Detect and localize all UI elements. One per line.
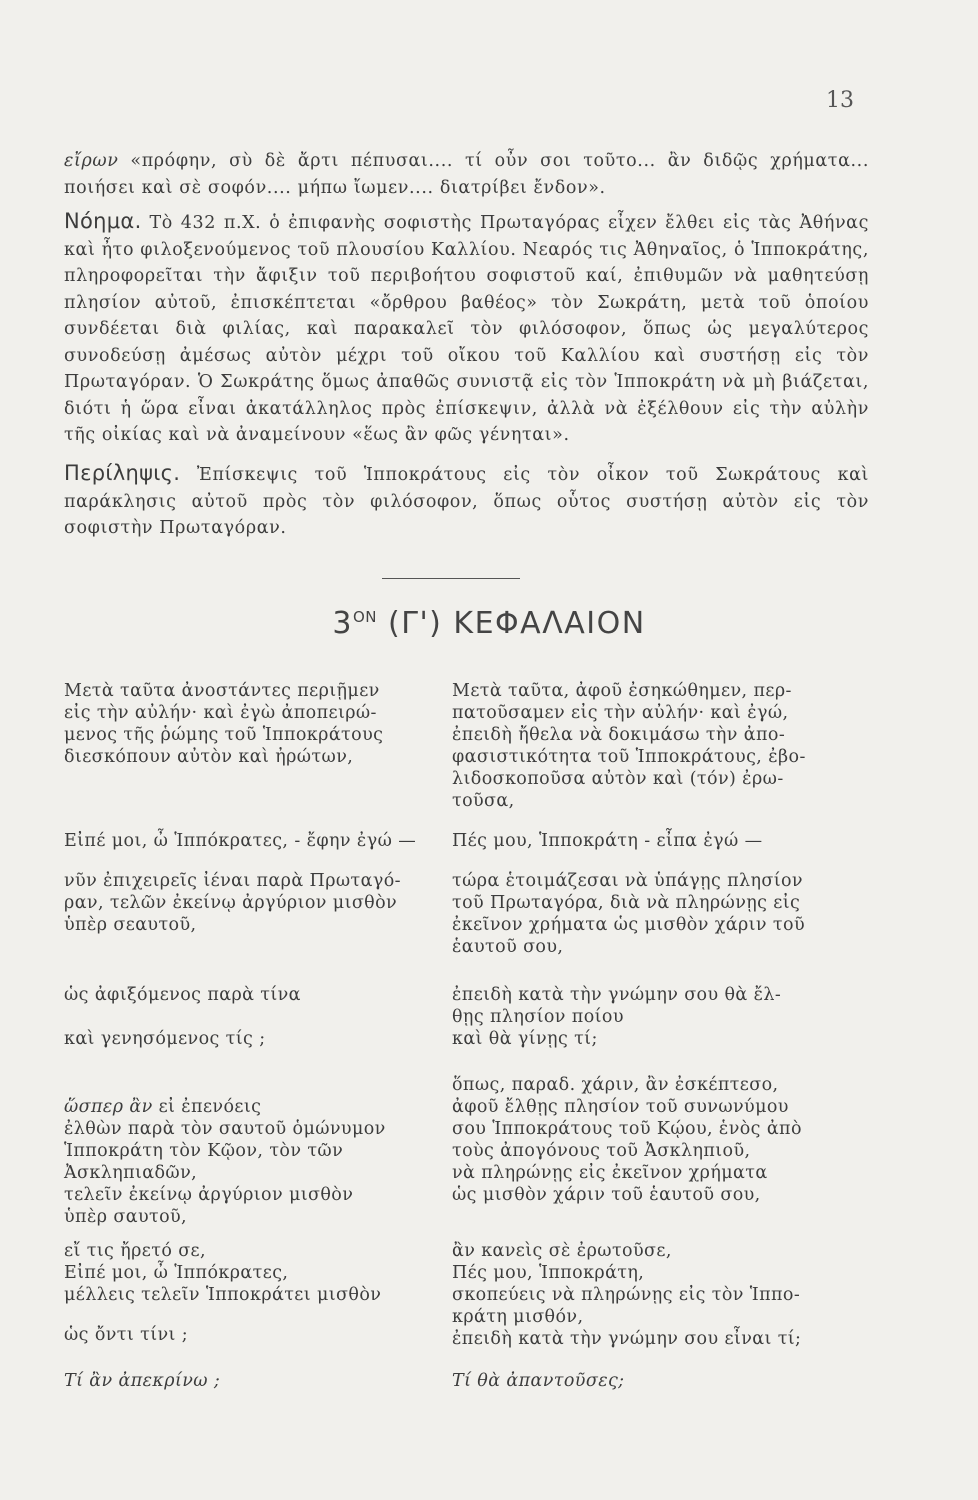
ancient-block: Εἰπέ μοι, ὦ Ἱππόκρατες, - ἔφην ἐγώ — [64,831,417,851]
ancient-block: νῦν ἐπιχειρεῖς ἰέναι παρὰ Πρωταγό- ραν, τελῶν ἐκείνῳ ἀργύριον μισθὸν ὑπὲρ σεαυτοῦ, [64,871,401,935]
translation-block: ἐπειδὴ κατὰ τὴν γνώμην σου θὰ ἔλ- θῃς πλησίον ποίου καὶ θὰ γίνῃς τί; [452,985,782,1049]
ancient-block: Τί ἂν ἀπεκρίνω ; [64,1371,221,1391]
intro-paragraph [64,148,869,201]
perilipsis-paragraph [64,460,869,542]
translation-block: τώρα ἑτοιμάζεσαι νὰ ὑπάγῃς πλησίον τοῦ Πρωταγόρα, διὰ νὰ πληρώνῃς εἰς ἐκεῖνον χρήματα ὡς μισθὸν χάριν τοῦ ἑαυτοῦ σου, [452,871,805,957]
ancient-block: ὡς ἀφιξόμενος παρὰ τίνα [64,985,301,1005]
noima-text: Τὸ 432 π.Χ. ὁ ἐπιφανὴς σοφιστὴς Πρωταγόρας εἶχεν ἔλθει εἰς τὰς Ἀθήνας καὶ ἦτο φιλοξενούμενος τοῦ πλουσίου Καλλίου. Νεαρός τις Ἀθηναῖος, ὁ Ἱπποκράτης, πληροφορεῖται τὴν ἄφιξιν τοῦ περιβοήτου σοφιστοῦ καί, ἐπιθυμῶν νὰ μαθητεύσῃ πλησίον αὐτοῦ, ἐπισκέπτεται «ὄρθρου βαθέος» τὸν Σωκράτη, μετὰ τοῦ ὁποίου συνδέεται διὰ φιλίας, καὶ παρακαλεῖ τὸν φιλόσοφον, ὅπως ὡς μεγαλύτερος συνοδεύσῃ ἀμέσως αὐτὸν μέχρι τοῦ οἴκου τοῦ Καλλίου καὶ συστήσῃ εἰς τὸν Πρωταγόραν. Ὁ Σωκράτης ὅμως ἀπαθῶς συνιστᾷ εἰς τὸν Ἱπποκράτη νὰ μὴ βιάζεται, διότι ἡ ὥρα εἶναι ἀκατάλληλος πρὸς ἐπίσκεψιν, ἀλλὰ νὰ ἐξέλθουν εἰς τὴν αὐλὴν τῆς οἰκίας καὶ νὰ ἀναμείνουν «ἕως ἂν φῶς γένηται». [64,213,869,445]
perilipsis-text: Ἐπίσκεψις τοῦ Ἱπποκράτους εἰς τὸν οἶκον τοῦ Σωκράτους καὶ παράκλησις αὐτοῦ πρὸς τὸν φιλόσοφον, ὅπως οὗτος συστήσῃ αὐτὸν εἰς τὸν σοφιστὴν Πρωταγόραν. [64,465,869,538]
intro-text: «πρόφην, σὺ δὲ ἄρτι πέπυσαι.... τί οὖν σοι τοῦτο... ἂν διδῷς χρήματα... ποιήσει καὶ σὲ σοφόν.... μήπω ἴωμεν.... διατρίβει ἔνδον». [64,151,869,198]
ancient-block: καὶ γενησόμενος τίς ; [64,1029,266,1049]
chapter-number-suffix: ΟΝ [352,608,377,626]
intro-italic-word: εἴρων [64,151,119,171]
chapter-heading [0,606,978,641]
perilipsis-label: Περίληψις. [64,461,181,485]
page-number: 13 [826,88,854,113]
ancient-block: Μετὰ ταῦτα ἀνοστάντες περιῇμεν εἰς τὴν αὐλήν· καὶ ἐγὼ ἀποπειρώ- μενος τῆς ῥώμης τοῦ Ἱπποκράτους διεσκόπουν αὐτὸν καὶ ἠρώτων, [64,681,384,767]
ancient-italic-phrase: ὥσπερ ἂν [64,1097,159,1117]
chapter-title: (Γ') ΚΕΦΑΛΑΙΟΝ [376,606,646,641]
ancient-block [64,1074,434,1228]
ancient-block: ὡς ὄντι τίνι ; [64,1325,189,1345]
noima-label: Νόημα. [64,209,142,233]
section-divider [382,578,520,579]
chapter-number: 3 [332,606,353,641]
translation-block: Τί θὰ ἀπαντοῦσες; [452,1371,625,1391]
translation-block: Πές μου, Ἱπποκράτη - εἶπα ἐγώ — [452,831,763,851]
noima-paragraph [64,208,869,449]
translation-block: Μετὰ ταῦτα, ἀφοῦ ἐσηκώθημεν, περ- πατοῦσαμεν εἰς τὴν αὐλήν· καὶ ἐγώ, ἐπειδὴ ἤθελα νὰ δοκιμάσω τὴν ἀπο- φασιστικότητα τοῦ Ἱπποκράτους, ἐβο- λιδοσκοποῦσα αὐτὸν καὶ (τόν) ἐρω- τοῦσα, [452,681,806,811]
translation-block: ἂν κανεὶς σὲ ἐρωτοῦσε, Πές μου, Ἱπποκράτη, σκοπεύεις νὰ πληρώνῃς εἰς τὸν Ἱππο- κράτη μισθόν, ἐπειδὴ κατὰ τὴν γνώμην σου εἶναι τί; [452,1241,802,1349]
translation-block: ὅπως, παραδ. χάριν, ἂν ἐσκέπτεσο, ἀφοῦ ἔλθῃς πλησίον τοῦ συνωνύμου σου Ἱπποκράτους τοῦ Κῴου, ἑνὸς ἀπὸ τοὺς ἀπογόνους τοῦ Ἀσκληπιοῦ, νὰ πληρώνῃς εἰς ἐκεῖνον χρήματα ὡς μισθὸν χάριν τοῦ ἑαυτοῦ σου, [452,1075,802,1205]
ancient-block-text: εἰ ἐπενόεις ἐλθὼν παρὰ τὸν σαυτοῦ ὁμώνυμον Ἱπποκράτη τὸν Κῷον, τὸν τῶν Ἀσκληπιαδῶν, τελεῖν ἐκείνῳ ἀργύριον μισθὸν ὑπὲρ σαυτοῦ, [64,1097,386,1227]
ancient-block: εἴ τις ἤρετό σε, Εἰπέ μοι, ὦ Ἱππόκρατες, μέλλεις τελεῖν Ἱπποκράτει μισθὸν [64,1241,382,1305]
